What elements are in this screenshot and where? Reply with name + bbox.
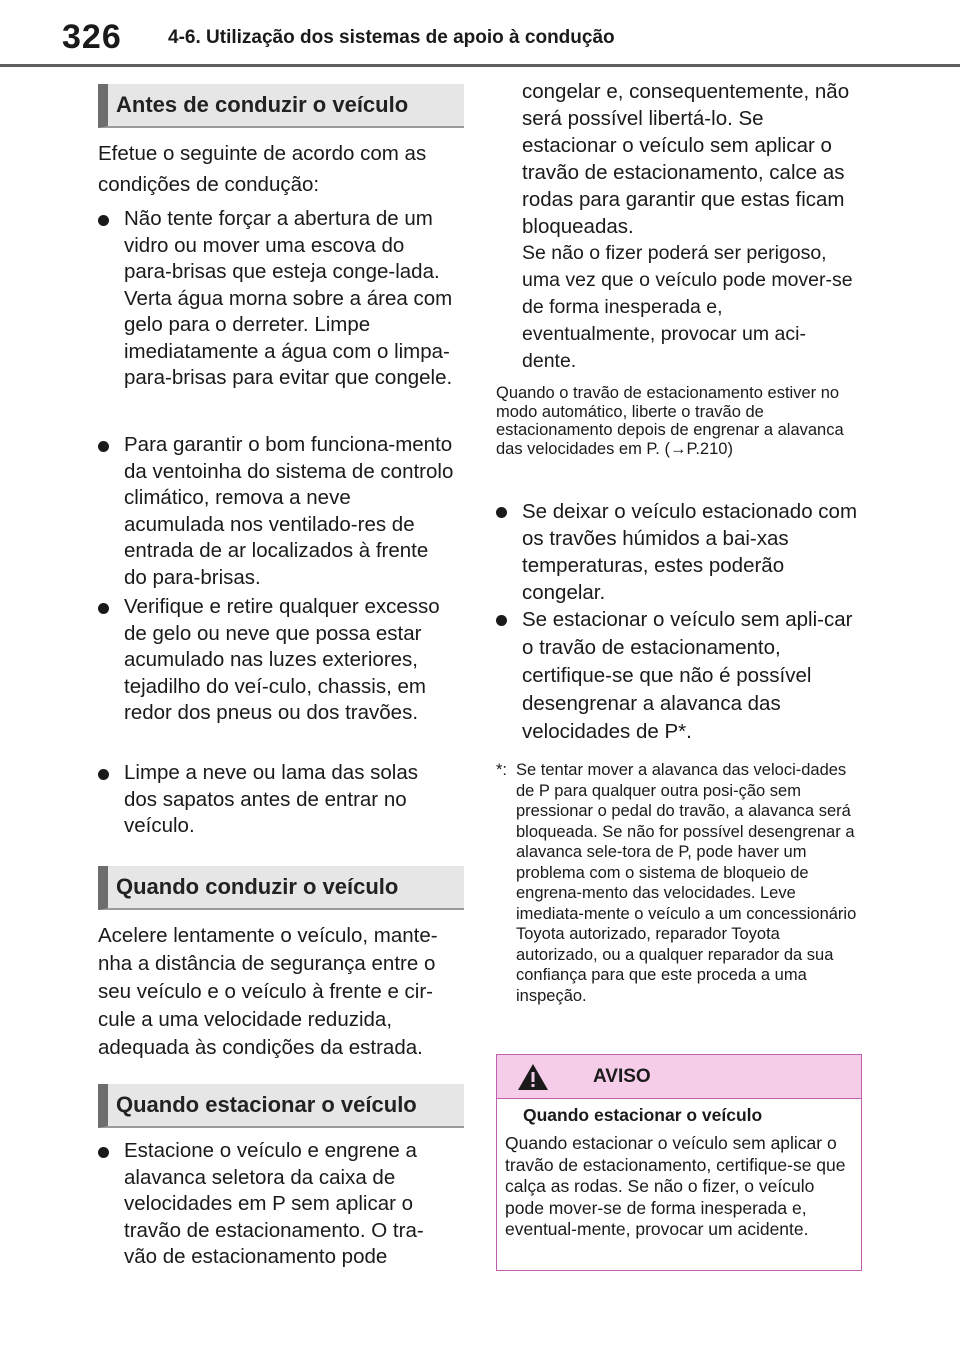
heading-when-parking: Quando estacionar o veículo [98, 1084, 464, 1128]
list-item [98, 594, 456, 754]
page-header [0, 0, 960, 68]
warning-title: AVISO [593, 1066, 651, 1087]
list-item-text: Não tente forçar a abertura de um vidro ou mover uma escova do para-brisas que esteja conge-lada. Verta água morna sobre a área com gelo para o derreter. Limpe imediatamente a água com o limpa-para-brisas para evitar que congele. [124, 207, 453, 389]
heading-before-driving: Antes de conduzir o veículo [98, 84, 464, 128]
warning-header [497, 1055, 861, 1099]
intro-paragraph: Efetue o seguinte de acordo com as condições de condução: [98, 142, 427, 196]
bullet-icon [98, 215, 109, 226]
list-item-text: Para garantir o bom funciona-mento da ventoinha do sistema de controlo climático, remova a neve acumulada nos ventilado-res de entrada de ar localizados à frente do para-brisas. [124, 433, 454, 589]
warning-box [496, 1054, 862, 1271]
automatic-mode-note: Quando o travão de estacionamento estiver no modo automático, liberte o travão de estacionamento depois de engrenar a alavanca das velocidades em P. (→P.210) [496, 384, 844, 458]
list-item [98, 432, 456, 592]
driving-paragraph: Acelere lentamente o veículo, mante-nha a distância de segurança entre o seu veículo e o veículo à frente e cir-cule a uma velocidade reduzida, adequada às condições da estrada. [98, 924, 438, 1059]
bullet-icon [496, 507, 507, 518]
header-divider [0, 64, 960, 67]
list-item [496, 498, 862, 604]
continuation-text-2: Se não o fizer poderá ser perigoso, uma vez que o veículo pode mover-se de forma inesperada e, eventualmente, provocar um aci-dente. [522, 242, 853, 372]
list-item-text: Se deixar o veículo estacionado com os travões húmidos a bai-xas temperaturas, estes poderão congelar. [522, 500, 858, 604]
footnote-marker: *: [496, 761, 508, 779]
bullet-icon [98, 769, 109, 780]
list-item [98, 760, 456, 844]
section-title: 4-6. Utilização dos sistemas de apoio à condução [168, 27, 615, 48]
list-item-text: Se estacionar o veículo sem apli-car o travão de estacionamento, certifique-se que não é possível desengrenar a alavanca das velocidades de P*. [522, 608, 853, 743]
footnote-text: Se tentar mover a alavanca das veloci-dades de P para qualquer outra posi-ção sem pressionar o pedal do travão, a alavanca será bloqueada. Se não for possível desengrenar a alavanca sele-tora de P, pode haver um problema com o sistema de bloqueio de engrena-mento das velocidades. Leve imediata-mente o veículo a um concessionário Toyota autorizado, reparador Toyota autorizado, ou a qualquer reparador da sua confiança para que este proceda a uma inspeção. [516, 761, 857, 1005]
warning-triangle-icon [517, 1063, 549, 1091]
warning-text: Quando estacionar o veículo sem aplicar o travão de estacionamento, certifique-se que calça as rodas. Se não o fizer, o veículo pode mover-se de forma inesperada e, eventual-mente, provocar um acidente. [505, 1133, 846, 1239]
warning-subtitle: Quando estacionar o veículo [523, 1105, 763, 1125]
list-item [98, 206, 456, 422]
continuation-text: congelar e, consequentemente, não será possível libertá-lo. Se estacionar o veículo sem aplicar o travão de estacionamento, calce as rodas para garantir que estas ficam bloqueadas. [522, 80, 850, 238]
bullet-icon [496, 615, 507, 626]
list-item-text: Limpe a neve ou lama das solas dos sapatos antes de entrar no veículo. [124, 761, 419, 837]
bullet-icon [98, 1147, 109, 1158]
page-number: 326 [62, 18, 122, 56]
list-item [98, 1138, 456, 1278]
heading-while-driving: Quando conduzir o veículo [98, 866, 464, 910]
list-item [496, 606, 862, 746]
list-item-text: Verifique e retire qualquer excesso de gelo ou neve que possa estar acumulado nas luzes exteriores, tejadilho do veí-culo, chassis, em redor dos pneus ou dos travões. [124, 595, 440, 724]
bullet-icon [98, 441, 109, 452]
bullet-icon [98, 603, 109, 614]
list-item-text: Estacione o veículo e engrene a alavanca seletora da caixa de velocidades em P sem aplicar o travão de estacionamento. O tra-vão de estacionamento pode [124, 1139, 424, 1268]
